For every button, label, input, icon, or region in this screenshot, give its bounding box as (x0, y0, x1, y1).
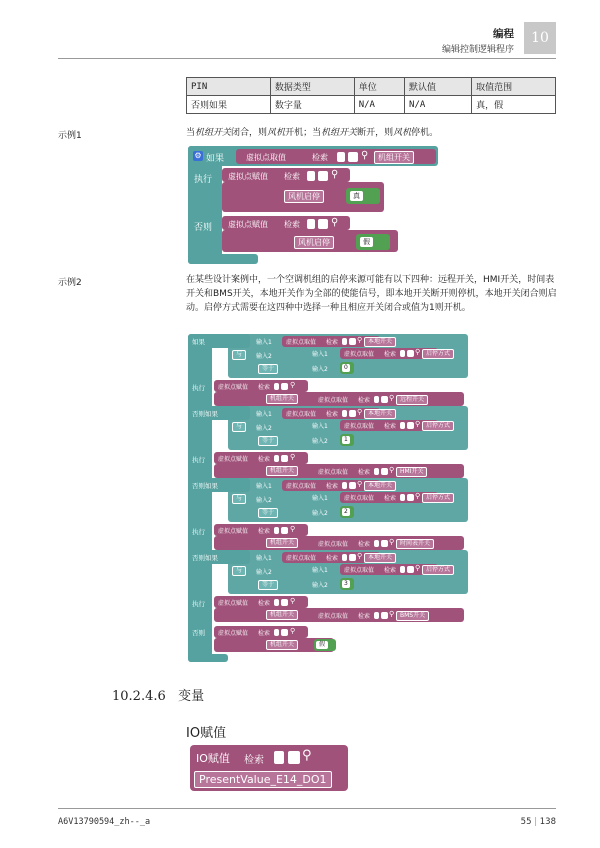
dropdown[interactable]: HMI开关 (396, 467, 427, 477)
read-label: 虚拟点取值 (318, 541, 349, 548)
and-dropdown[interactable]: 与 (232, 494, 246, 504)
search-icon[interactable]: ⚲ (290, 525, 296, 533)
dropdown[interactable]: 时间表开关 (396, 539, 434, 549)
search-icon[interactable]: ⚲ (361, 150, 369, 161)
input2-label: 输入2 (256, 425, 272, 432)
search-icon[interactable]: ⚲ (290, 453, 296, 461)
write-label: 虚拟点赋值 (218, 456, 249, 463)
write-label: 虚拟点赋值 (218, 384, 249, 391)
search-icon[interactable]: ⚲ (290, 627, 296, 635)
search-label: 检索 (384, 567, 397, 574)
image-icon[interactable] (407, 494, 414, 501)
if-label: 如果 (192, 338, 205, 346)
search-icon[interactable]: ⚲ (415, 564, 421, 572)
io-label: IO赋值 (196, 752, 230, 765)
search-label: 检索 (384, 495, 397, 502)
dropdown[interactable]: 本地开关 (364, 553, 396, 563)
image-icon[interactable] (407, 566, 414, 573)
search-icon[interactable]: ⚲ (389, 538, 395, 546)
section-heading: 10.2.4.6 变量 (112, 689, 205, 704)
input-slot (400, 494, 405, 501)
image-icon[interactable] (381, 540, 388, 547)
else-label: 否则 (192, 629, 205, 637)
header-divider (58, 58, 556, 59)
search-label: 检索 (358, 469, 371, 476)
search-icon[interactable]: ⚲ (331, 169, 339, 180)
read-label: 虚拟点取值 (344, 351, 375, 358)
dropdown[interactable]: 机组开关 (266, 538, 298, 548)
dropdown[interactable]: 机组开关 (266, 640, 298, 650)
and-dropdown[interactable]: 与 (232, 350, 246, 360)
table-header: PIN (187, 78, 271, 96)
search-icon[interactable]: ⚲ (415, 492, 421, 500)
example1-text: 当机组开关闭合，则风机开机；当机组开关断开，则风机停机。 (186, 128, 439, 138)
search-icon[interactable]: ⚲ (357, 408, 363, 416)
elseif-label: 否则如果 (192, 482, 218, 490)
then-label: 执行 (194, 175, 213, 185)
input2-label: 输入2 (256, 353, 272, 360)
read-label: 虚拟点取值 (286, 555, 317, 562)
dropdown[interactable]: 启停方式 (422, 493, 454, 503)
then-label: 执行 (192, 384, 205, 392)
input1-label: 输入1 (256, 411, 272, 418)
input-slot (374, 540, 379, 547)
image-icon[interactable] (349, 554, 356, 561)
search-icon[interactable]: ⚲ (357, 480, 363, 488)
search-label: 检索 (384, 351, 397, 358)
image-icon[interactable] (281, 383, 288, 390)
pin-table (186, 77, 556, 114)
input-slot (274, 629, 279, 636)
write-label: 虚拟点赋值 (228, 172, 268, 181)
number-value[interactable]: 0 (344, 364, 348, 371)
input-slot (400, 566, 405, 573)
dropdown[interactable]: 机组开关 (374, 151, 414, 164)
input-slot (400, 350, 405, 357)
search-label: 检索 (358, 613, 371, 620)
dropdown[interactable]: 本地开关 (364, 409, 396, 419)
input1-label: 输入1 (256, 555, 272, 562)
image-icon[interactable] (281, 527, 288, 534)
number-value[interactable]: 1 (344, 436, 348, 443)
and-dropdown[interactable]: 与 (232, 566, 246, 576)
table-cell: N/A (354, 96, 404, 114)
image-icon[interactable] (281, 599, 288, 606)
table-header: 取值范围 (472, 78, 556, 96)
read-label: 虚拟点取值 (318, 397, 349, 404)
dropdown[interactable]: 真 (350, 191, 363, 201)
input-slot (274, 455, 279, 462)
then-label: 执行 (192, 600, 205, 608)
elseif-label: 否则如果 (192, 410, 218, 418)
bool-value[interactable]: 假 (316, 641, 328, 649)
image-icon[interactable] (318, 219, 328, 229)
chapter-number: 10 (524, 22, 556, 54)
elseif-label: 否则如果 (192, 554, 218, 562)
dropdown[interactable]: BMS开关 (396, 611, 429, 621)
dropdown[interactable]: 风机启停 (294, 236, 334, 249)
then-label: 执行 (192, 456, 205, 464)
input1-label: 输入1 (312, 423, 328, 430)
input-slot (274, 599, 279, 606)
input-slot (342, 338, 347, 345)
dropdown[interactable]: 机组开关 (266, 394, 298, 404)
input-slot (342, 554, 347, 561)
image-icon[interactable] (381, 396, 388, 403)
number-value[interactable]: 3 (344, 580, 348, 587)
image-icon[interactable] (349, 410, 356, 417)
eq-dropdown[interactable]: 等于 (258, 436, 278, 446)
image-icon[interactable] (381, 612, 388, 619)
input-slot (274, 527, 279, 534)
write-label: 虚拟点赋值 (218, 528, 249, 535)
search-icon[interactable]: ⚲ (290, 381, 296, 389)
example2-label: 示例2 (58, 278, 82, 288)
table-cell: N/A (405, 96, 472, 114)
input1-label: 输入1 (256, 339, 272, 346)
search-icon[interactable]: ⚲ (389, 466, 395, 474)
read-label: 虚拟点取值 (344, 567, 375, 574)
example1-label: 示例1 (58, 131, 82, 141)
input1-label: 输入1 (256, 483, 272, 490)
image-icon[interactable] (281, 629, 288, 636)
image-icon[interactable] (348, 152, 358, 162)
gear-icon[interactable]: ⚙ (194, 151, 202, 160)
input1-label: 输入1 (312, 495, 328, 502)
search-label: 检索 (326, 555, 339, 562)
table-cell: 真，假 (472, 96, 556, 114)
search-icon[interactable]: ⚲ (415, 348, 421, 356)
page-number: 55 | 138 (520, 817, 556, 827)
then-label: 执行 (192, 528, 205, 536)
search-icon[interactable]: ⚲ (415, 420, 421, 428)
subsection-title: IO赋值 (186, 726, 227, 741)
dropdown[interactable]: 远程开关 (396, 395, 428, 405)
header-subtitle: 编辑控制逻辑程序 (441, 45, 514, 55)
io-block[interactable] (190, 745, 348, 793)
table-cell: 否则如果 (187, 96, 271, 114)
search-label: 检索 (258, 456, 271, 463)
read-label: 虚拟点取值 (286, 483, 317, 490)
read-label: 虚拟点取值 (318, 469, 349, 476)
search-icon[interactable]: ⚲ (389, 610, 395, 618)
input-slot (342, 482, 347, 489)
read-label: 虚拟点取值 (318, 613, 349, 620)
input2-label: 输入2 (312, 510, 328, 517)
table-header: 默认值 (405, 78, 472, 96)
table-header: 单位 (354, 78, 404, 96)
search-icon[interactable]: ⚲ (290, 597, 296, 605)
and-dropdown[interactable]: 与 (232, 422, 246, 432)
search-label: 检索 (312, 153, 328, 162)
input1-label: 输入1 (312, 351, 328, 358)
search-label: 检索 (326, 483, 339, 490)
image-icon[interactable] (349, 338, 356, 345)
image-icon[interactable] (288, 751, 300, 764)
search-label: 检索 (258, 630, 271, 637)
search-icon[interactable]: ⚲ (331, 217, 339, 228)
search-icon[interactable]: ⚲ (357, 336, 363, 344)
read-label: 虚拟点取值 (344, 423, 375, 430)
image-icon[interactable] (318, 171, 328, 181)
else-label: 否则 (194, 223, 213, 233)
write-label: 虚拟点赋值 (218, 600, 249, 607)
read-label: 虚拟点取值 (286, 339, 317, 346)
search-icon[interactable]: ⚲ (389, 394, 395, 402)
table-header: 数据类型 (270, 78, 354, 96)
dropdown[interactable]: 风机启停 (284, 190, 324, 203)
search-icon[interactable]: ⚲ (357, 552, 363, 560)
eq-dropdown[interactable]: 等于 (258, 508, 278, 518)
read-label: 虚拟点取值 (344, 495, 375, 502)
dropdown[interactable]: 假 (360, 237, 373, 247)
input2-label: 输入2 (312, 366, 328, 373)
dropdown[interactable]: 本地开关 (364, 337, 396, 347)
search-label: 检索 (258, 600, 271, 607)
search-icon[interactable]: ⚲ (302, 748, 312, 763)
dropdown[interactable]: 本地开关 (364, 481, 396, 491)
example1-block[interactable]: ⚙ 如果 虚拟点取值 检索 ⚲ 机组开关 执行 虚拟点赋值 检索 ⚲ 风机启停 真 否则 虚拟点赋值 检索 ⚲ 风机启停 假 (188, 146, 438, 266)
input2-label: 输入2 (256, 497, 272, 504)
search-label: 检索 (258, 528, 271, 535)
input2-label: 输入2 (312, 438, 328, 445)
image-icon[interactable] (407, 422, 414, 429)
input-slot (400, 422, 405, 429)
search-label: 检索 (326, 411, 339, 418)
eq-dropdown[interactable]: 等于 (258, 364, 278, 374)
dropdown[interactable]: 机组开关 (266, 466, 298, 476)
dropdown[interactable]: 启停方式 (422, 421, 454, 431)
input-slot (342, 410, 347, 417)
io-dropdown[interactable]: PresentValue_E14_DO1 (194, 771, 332, 788)
if-label: 如果 (206, 154, 225, 164)
dropdown[interactable]: 启停方式 (422, 565, 454, 575)
search-label: 检索 (358, 541, 371, 548)
input2-label: 输入2 (312, 582, 328, 589)
dropdown[interactable]: 机组开关 (266, 610, 298, 620)
dropdown[interactable]: 启停方式 (422, 349, 454, 359)
footer-divider (58, 808, 556, 809)
doc-id: A6V13790594_zh--_a (58, 817, 151, 827)
search-label: 检索 (326, 339, 339, 346)
table-cell: 数字量 (270, 96, 354, 114)
input-slot (374, 396, 379, 403)
number-value[interactable]: 2 (344, 508, 348, 515)
block-end (188, 654, 228, 662)
read-label: 虚拟点取值 (246, 153, 286, 162)
input1-label: 输入1 (312, 567, 328, 574)
input-slot (374, 468, 379, 475)
eq-dropdown[interactable]: 等于 (258, 580, 278, 590)
image-icon[interactable] (381, 468, 388, 475)
write-label: 虚拟点赋值 (218, 630, 249, 637)
header-title: 编程 (493, 28, 514, 40)
search-label: 检索 (358, 397, 371, 404)
example2-block[interactable] (188, 334, 488, 664)
input-slot (274, 383, 279, 390)
image-icon[interactable] (349, 482, 356, 489)
read-label: 虚拟点取值 (286, 411, 317, 418)
image-icon[interactable] (407, 350, 414, 357)
example2-text: 在某些设计案例中，一个空调机组的启停来源可能有以下四种：远程开关，HMI开关，时间表开关和BMS开关，本地开关作为全部的使能信号，即本地开关断开则停机，本地开关闭合则启动。启停方式需要在这四种中选择一种且相应开关闭合或值为1则开机。 (186, 275, 557, 313)
input2-label: 输入2 (256, 569, 272, 576)
search-label: 检索 (384, 423, 397, 430)
image-icon[interactable] (281, 455, 288, 462)
search-label: 检索 (244, 755, 264, 766)
input-slot (374, 612, 379, 619)
search-label: 检索 (258, 384, 271, 391)
